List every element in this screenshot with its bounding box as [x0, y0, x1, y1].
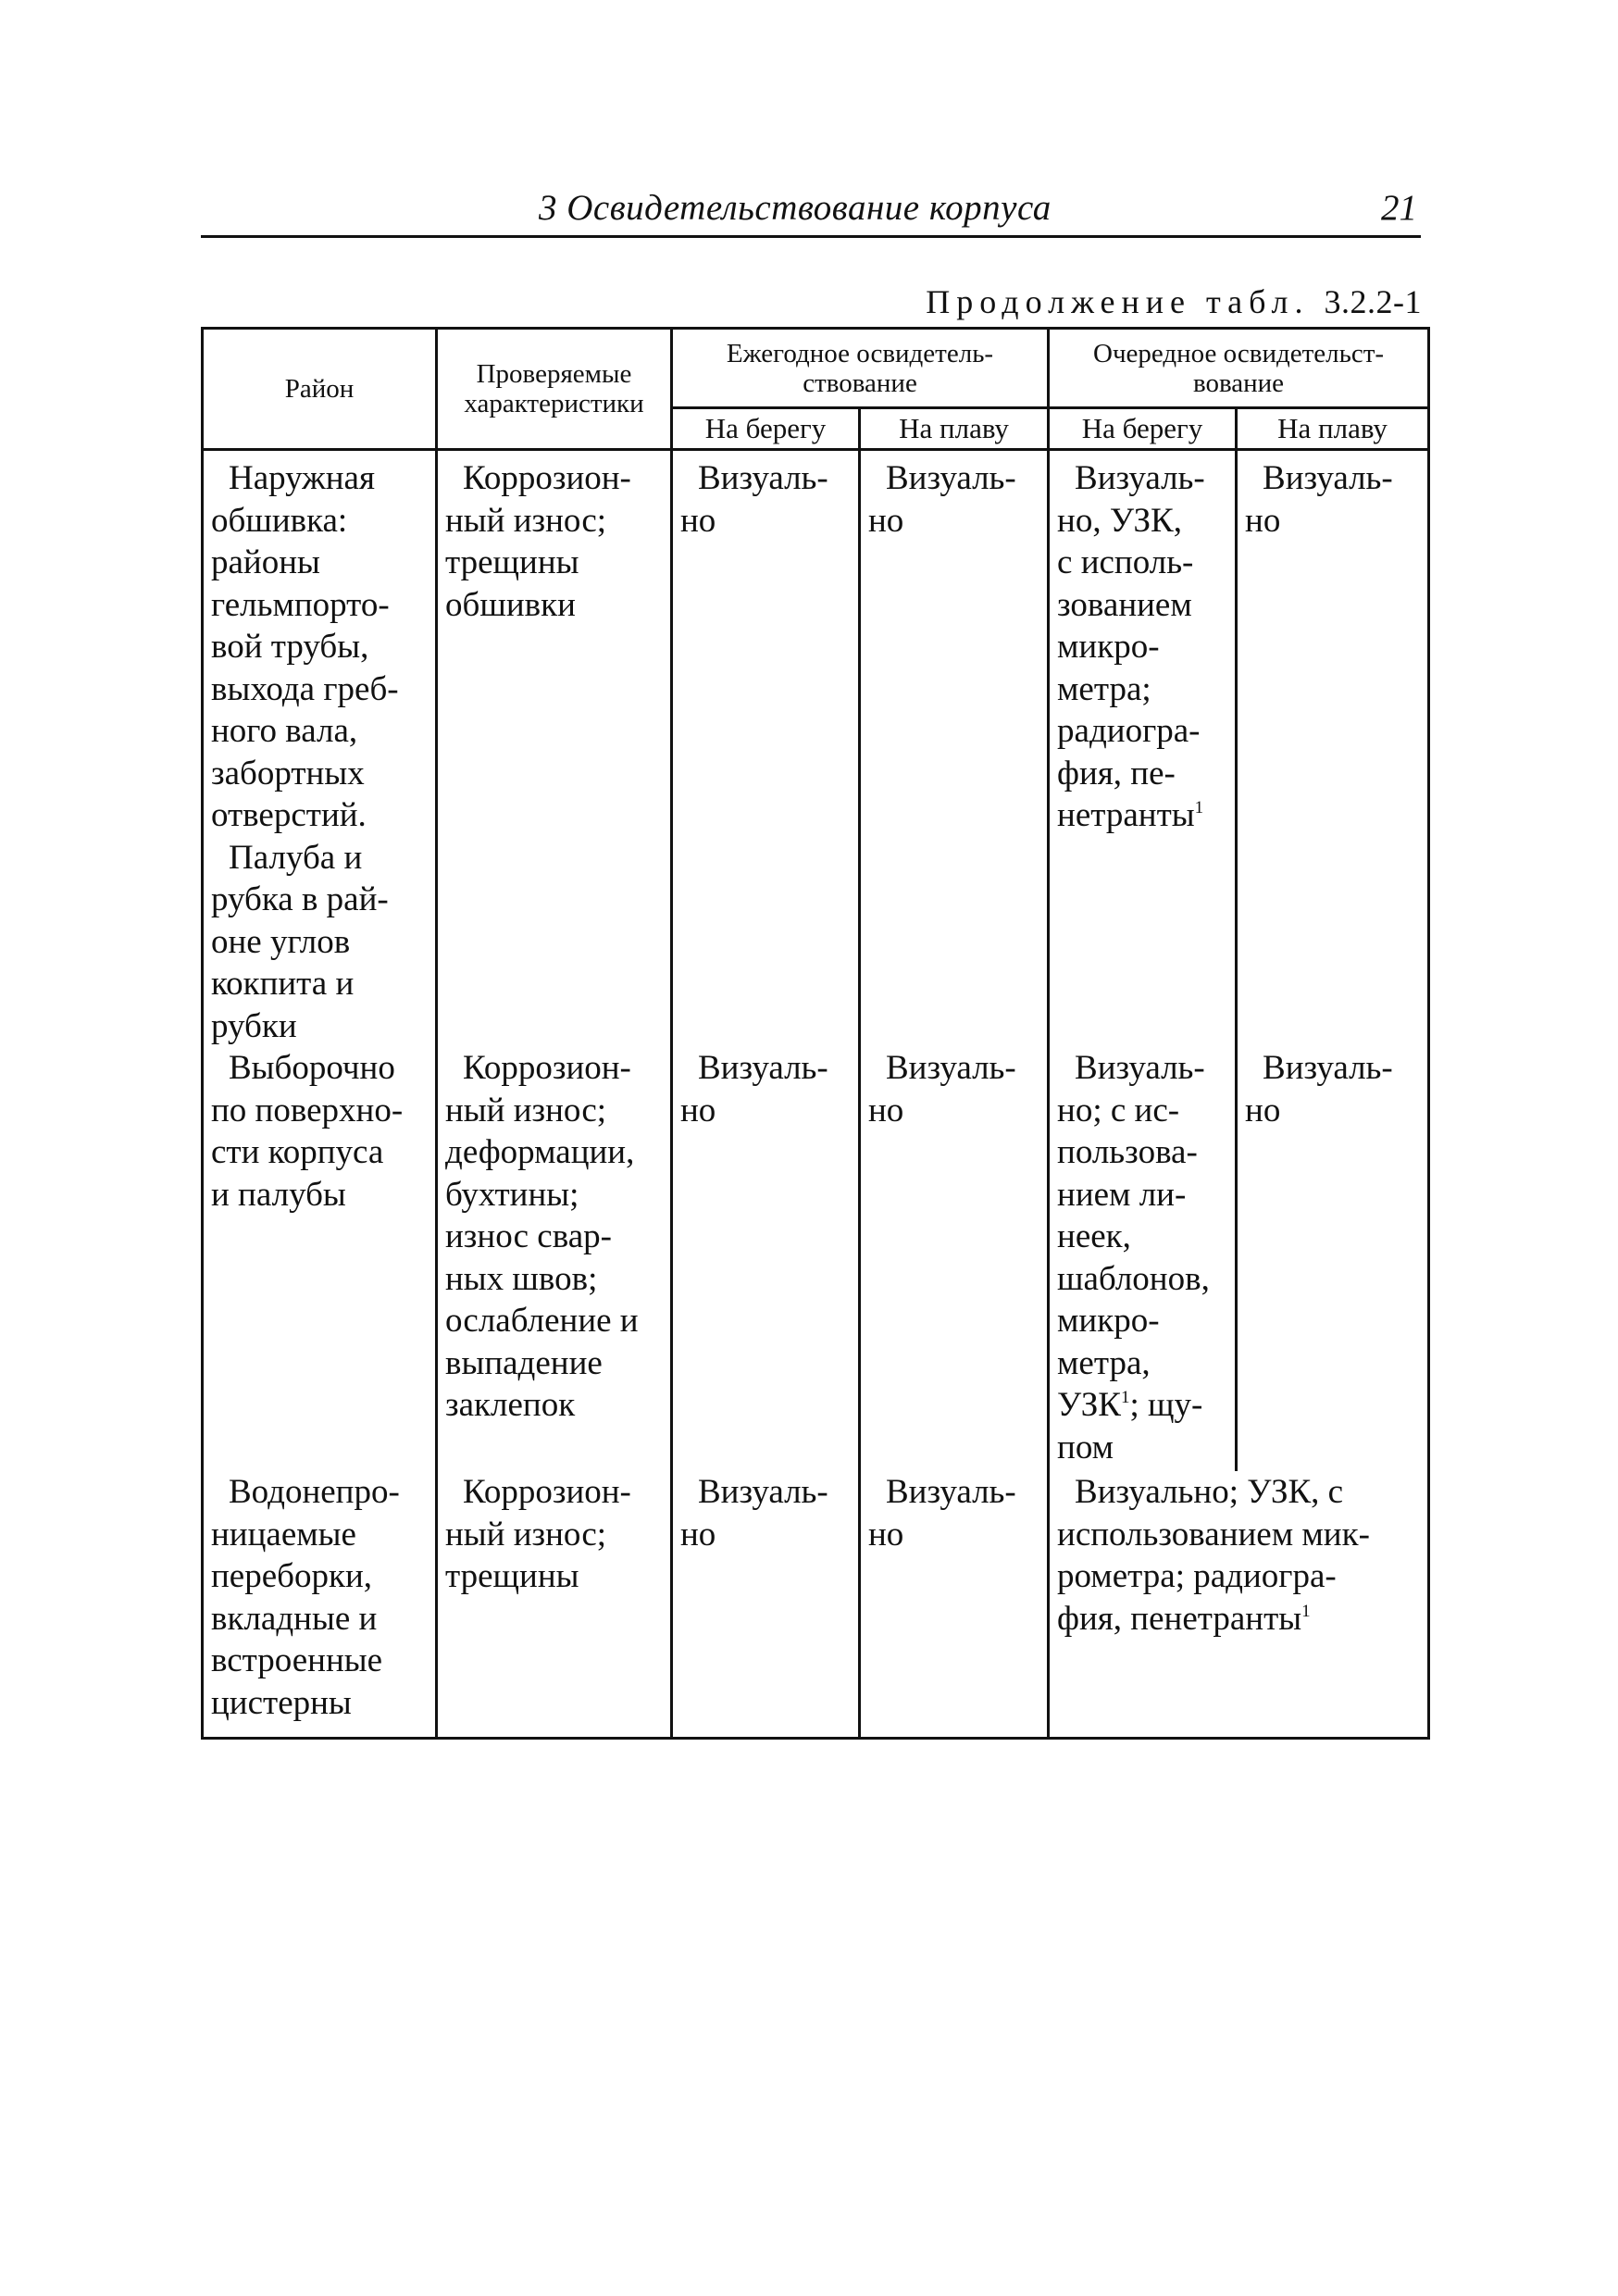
header-annual-ashore: На берегу: [672, 408, 860, 450]
footnote-marker: 1: [1301, 1601, 1311, 1621]
checked-text: Коррозион- ный износ; трещины обшивки: [445, 459, 631, 624]
table-row: [203, 1471, 1429, 1738]
table-row: [203, 450, 1429, 1048]
table-number: 3.2.2-1: [1324, 283, 1422, 320]
checked-text: Коррозион- ный износ; деформации, бухтины; износ свар- ных швов; ослабление и выпадение заклепок: [445, 1049, 639, 1424]
method-text: Визуаль- но: [680, 459, 828, 540]
cell-annual-ashore: [672, 1471, 860, 1738]
method-text: Визуаль- но: [1245, 459, 1393, 540]
method-text: Визуаль- но: [868, 1049, 1016, 1129]
method-text: Визуаль- но: [680, 1473, 828, 1554]
area-text: Палуба и рубка в рай- оне углов кокпита и рубки: [211, 838, 389, 1045]
method-text: Визуаль- но: [1245, 1049, 1393, 1129]
cell-annual-afloat: [860, 450, 1049, 1048]
header-periodic-afloat: На плаву: [1237, 408, 1429, 450]
cell-annual-afloat: [860, 1471, 1049, 1738]
method-text: Визуаль- но: [680, 1049, 828, 1129]
cell-checked: [437, 1047, 672, 1471]
cell-area: [203, 1471, 437, 1738]
cell-checked: [437, 450, 672, 1048]
area-text: Выборочно по поверхно- сти корпуса и палубы: [211, 1049, 404, 1214]
table-continuation-label: [926, 282, 1422, 321]
cell-annual-ashore: [672, 450, 860, 1048]
area-text: Водонепро- ницаемые переборки, вкладные и встроенные цистерны: [211, 1473, 400, 1722]
table-row: [203, 1047, 1429, 1471]
method-text: Визуаль- но; с ис- пользова- нием ли- неек, шаблонов, микро- метра, УЗК: [1057, 1049, 1210, 1424]
footnote-marker: 1: [1120, 1388, 1130, 1407]
cell-area: [203, 1047, 437, 1471]
cell-area: [203, 450, 437, 1048]
survey-table: [201, 327, 1430, 1740]
running-title: 3 Освидетельствование корпуса: [539, 188, 1052, 228]
header-area: Район: [203, 329, 437, 450]
cell-annual-ashore: [672, 1047, 860, 1471]
running-header: [201, 183, 1421, 238]
footnote-marker: 1: [1194, 798, 1204, 817]
method-text: [1050, 1047, 1235, 1468]
header-periodic-survey: Очередное освидетельст- вование: [1049, 329, 1429, 408]
cell-periodic-ashore: [1049, 1047, 1237, 1471]
header-annual-survey: Ежегодное освидетель- ствование: [672, 329, 1049, 408]
cell-periodic-afloat: [1237, 450, 1429, 1048]
page-number: 21: [1381, 188, 1417, 228]
continuation-text: Продолжение табл.: [926, 283, 1310, 320]
method-text: Визуаль- но: [868, 459, 1016, 540]
method-text: [1050, 457, 1235, 837]
cell-annual-afloat: [860, 1047, 1049, 1471]
cell-periodic-afloat: [1237, 1047, 1429, 1471]
method-text: Визуально; УЗК, с использованием мик- рометра; радиогра- фия, пенетранты: [1057, 1473, 1370, 1638]
method-text: Визуаль- но: [868, 1473, 1016, 1554]
method-text: Визуаль- но, УЗК, с исполь- зованием микро- метра; радиогра- фия, пе- нетранты: [1057, 459, 1205, 834]
header-annual-afloat: На плаву: [860, 408, 1049, 450]
area-text: Наружная обшивка: районы гельмпорто- вой трубы, выхода греб- ного вала, забортных отверстий.: [211, 459, 399, 834]
header-periodic-ashore: На берегу: [1049, 408, 1237, 450]
checked-text: Коррозион- ный износ; трещины: [445, 1473, 631, 1595]
cell-periodic-ashore: [1049, 450, 1237, 1048]
method-text: [1050, 1471, 1427, 1640]
cell-checked: [437, 1471, 672, 1738]
header-checked-characteristics: Проверяемые характеристики: [437, 329, 672, 450]
method-text: ; щу- пом: [1057, 1386, 1203, 1466]
cell-periodic-merged: [1049, 1471, 1429, 1738]
